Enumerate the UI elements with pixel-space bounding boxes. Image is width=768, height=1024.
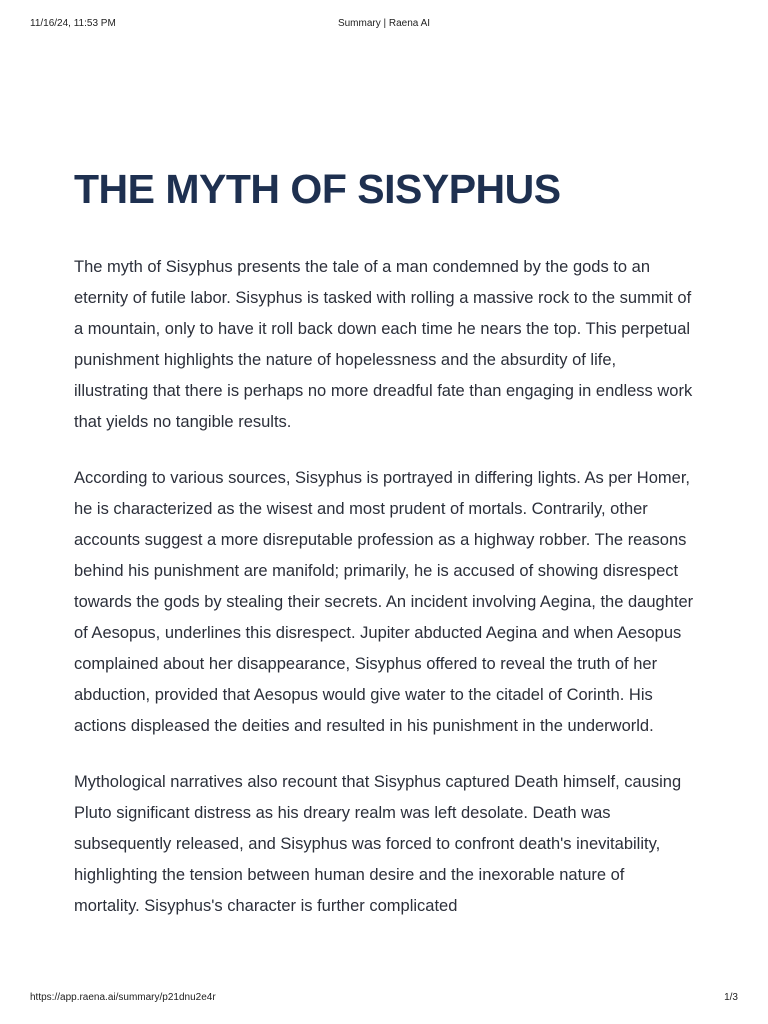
- print-footer: [30, 992, 738, 1008]
- article-body: [74, 252, 694, 922]
- print-url: https://app.raena.ai/summary/p21dnu2e4r: [30, 992, 216, 1003]
- article-paragraph: According to various sources, Sisyphus is portrayed in differing lights. As per Homer, he is characterized as the wisest and most prudent of mortals. Contrarily, other accounts suggest a more disreputable profession as a highway robber. The reasons behind his punishment are manifold; primarily, he is accused of showing disrespect towards the gods by stealing their secrets. An incident involving Aegina, the daughter of Aesopus, underlines this disrespect. Jupiter abducted Aegina and when Aesopus complained about her disappearance, Sisyphus offered to reveal the truth of her abduction, provided that Aesopus would give water to the citadel of Corinth. His actions displeased the deities and resulted in his punishment in the underworld.: [74, 469, 694, 735]
- article-paragraph: The myth of Sisyphus presents the tale of a man condemned by the gods to an eternity of futile labor. Sisyphus is tasked with rolling a massive rock to the summit of a mountain, only to have it roll back down each time he nears the top. This perpetual punishment highlights the nature of hopelessness and the absurdity of life, illustrating that there is perhaps no more dreadful fate than engaging in endless work that yields no tangible results.: [74, 258, 693, 431]
- page-indicator: 1/3: [724, 992, 738, 1003]
- print-page-title: Summary | Raena AI: [337, 18, 431, 29]
- article: [74, 162, 694, 947]
- print-datetime: 11/16/24, 11:53 PM: [30, 18, 116, 29]
- article-paragraph: Mythological narratives also recount that Sisyphus captured Death himself, causing Pluto significant distress as his dreary realm was left desolate. Death was subsequently released, and Sisyphus was forced to confront death's inevitability, highlighting the tension between human desire and the inexorable nature of mortality. Sisyphus's character is further complicated: [74, 773, 682, 915]
- article-title: THE MYTH OF SISYPHUS: [74, 166, 561, 212]
- print-header: [30, 18, 738, 34]
